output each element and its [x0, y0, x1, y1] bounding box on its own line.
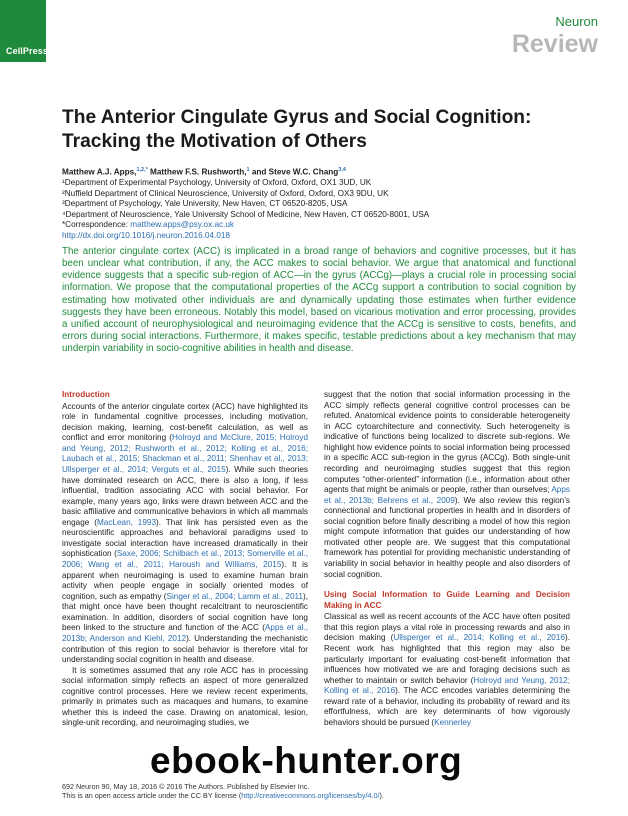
text-run: ). We also review this region’s connectional and functional properties in health and in disorders of social cognition before finally describing a model of how this region might compute information that guides our understanding of how motivated other people are. We suggest that this computational framework has potential for providing mechanistic understanding of variability in social behavior in healthy people and also disorders of social cognition. — [324, 495, 570, 579]
text-run: ). The ACC encodes variables determining the reward rate of a behavior, including its probability of reward and its effortfulness, which are key determinants of how vigorously behaviors should be pursued ( — [324, 686, 570, 727]
affiliation-4: ⁴Department of Neuroscience, Yale University School of Medicine, New Haven, CT 06520-8001, USA — [62, 209, 430, 219]
text-run: ). It is apparent when neuroimaging is used to examine human brain activity when people engage in socially oriented modes of cognition, such as empathy ( — [62, 560, 309, 601]
author-block — [62, 165, 562, 241]
correspondence-email-link[interactable]: matthew.apps@psy.ox.ac.uk — [130, 220, 235, 230]
citation-link[interactable]: Apps et al., 2013b; Behrens et al., 2009 — [324, 485, 570, 505]
page-footer — [62, 782, 384, 800]
article-section: Review — [511, 30, 598, 58]
journal-header — [512, 14, 598, 57]
text-run: ), that might once have been thought recalcitrant to neuroscientific examination. In addition, disorders of social cognition have long been linked to the structure and function of the ACC ( — [62, 591, 309, 633]
license-end: ). — [379, 791, 384, 800]
section-heading-social-information: Using Social Information to Guide Learning and Decision Making in ACC — [324, 590, 570, 610]
affiliation-3: ³Department of Psychology, Yale University, New Haven, CT 06520-8205, USA — [62, 199, 348, 209]
intro-paragraph-1 — [62, 402, 308, 666]
author-1-sup: 1,2,* — [136, 167, 148, 173]
correspondence — [62, 220, 562, 231]
footer-citation: 692 Neuron 90, May 18, 2016 © 2016 The Authors. Published by Elsevier Inc. — [62, 782, 310, 791]
license-text: This is an open access article under the CC BY license ( — [62, 791, 242, 800]
section-paragraph-1 — [324, 612, 570, 728]
article-summary: The anterior cingulate cortex (ACC) is implicated in a broad range of behaviors and cognitive processes, but it has been unclear what contribution, if any, the ACC makes to social behavior. We argue that anatomical and functional evidence suggests that a specific sub-region of ACC—in the gyrus (ACCg)—plays a crucial role in processing social information. We propose that the computational properties of the ACCg support a contribution to social cognition by estimating how motivated other individuals are and dynamically updating those estimates when further evidence suggests they have been erroneous. Notably this model, based on vicarious motivation and error processing, provides a unified account of neurophysiological and neuroimaging evidence that the ACCg is sensitive to costs, benefits, and errors during social interactions. Furthermore, it makes specific, testable predictions about a key mechanism that may underpin variability in socio-cognitive abilities in health and disease. — [62, 246, 576, 354]
text-run: Accounts of the anterior cingulate cortex (ACC) have highlighted its role in fundamental cognitive processes, including motivation, decision making, learning, cost-benefit calculation, as well as conflict and error monitoring ( — [62, 401, 308, 443]
author-3-sup: 3,4 — [338, 167, 346, 173]
text-run: ). That link has persisted even as the neuroscientific approaches and behavioral paradigms used to investigate social interaction have increased dramatically in their sophistication ( — [62, 517, 309, 559]
citation-link[interactable]: Holroyd and Yeung, 2012; Kolling et al., 2016 — [324, 675, 570, 696]
citation-link[interactable]: Holroyd and McClure, 2015; Holroyd and Yeung, 2012; Rushworth et al., 2012; Kolling et al., 2016; Laubach et al., 2015; Shackman et al., 2011; Shenhav et al., 2013; Ullsperger et al., 2014; Verguts et al., 2015 — [62, 433, 308, 474]
citation-link[interactable]: Saxe, 2006; Schilbach et al., 2013; Somerville et al., 2006; Wang et al., 2011; Haroush and Williams, 2015 — [62, 549, 308, 569]
intro-paragraph-2: It is sometimes assumed that any role ACC has in processing social information simply reflects an aspect of more generalized cognitive control processes. Here we review recent experiments, primarily in primates such as macaques and humans, to examine whether this is indeed the case. Drawing on anatomical, lesion, single-unit recording, and neuroimaging studies, we — [62, 665, 308, 728]
author-2-sup: 1 — [246, 167, 250, 173]
body-column-right — [324, 390, 570, 728]
text-run: ). While such theories have dominated research on ACC, there is also a long, if less influential, tradition associating ACC with social behavior. For example, many years ago, links were drawn between ACC and the basic affiliative and communicative behaviors in which all mammals engage ( — [62, 464, 308, 527]
section-heading-introduction: Introduction — [62, 390, 110, 399]
text-run: suggest that the notion that social information processing in the ACC simply reflects general cognitive control processes can be refuted. Anatomical evidence points to considerable heterogeneity in ACC cytoarchitecture and connectivity. Such heterogeneity is indicative of functions being localized to discrete sub-regions. We highlight how evidence points to social information being processed in a specific ACC sub-region in the gyrus (ACCg). Both single-unit recording and neuroimaging studies suggest that this region computes “other-oriented” information (i.e., information about other agents that might be animals or people, rather than ourselves; — [324, 390, 570, 495]
cellpress-logo — [0, 0, 46, 62]
author-3: and Steve W.C. Chang — [249, 167, 339, 177]
citation-link[interactable]: Kennerley — [434, 717, 472, 727]
cellpress-logo-text: CellPress — [6, 46, 48, 56]
watermark-text: ebook-hunter.org — [150, 740, 463, 781]
author-2: Matthew F.S. Rushworth, — [147, 167, 247, 177]
author-list — [62, 165, 562, 178]
citation-link[interactable]: Singer et al., 2004; Lamm et al., 2011 — [166, 591, 303, 601]
journal-name: Neuron — [555, 14, 598, 29]
affiliation-1: ¹Department of Experimental Psychology, University of Oxford, Oxford, OX1 3UD, UK — [62, 178, 372, 188]
license-link[interactable]: http://creativecommons.org/licenses/by/4.0/ — [241, 791, 380, 800]
citation-link[interactable]: Apps et al., 2013b; Anderson and Kiehl, 2012 — [62, 623, 308, 643]
doi-link[interactable]: http://dx.doi.org/10.1016/j.neuron.2016.04.018 — [62, 230, 230, 240]
author-1: Matthew A.J. Apps, — [62, 167, 137, 177]
correspondence-label: *Correspondence: — [62, 220, 131, 230]
text-run: ). Recent work has highlighted that this region may also be particularly important for evaluating cost-benefit information that influences how motivated we are and foraging decisions such as whether to maintain or switch behavior ( — [324, 633, 570, 685]
body-column-left — [62, 390, 308, 729]
article-title: The Anterior Cingulate Gyrus and Social Cognition: Tracking the Motivation of Others — [62, 107, 532, 152]
affiliation-2: ²Nuffield Department of Clinical Neuroscience, University of Oxford, Oxford, OX3 9DU, UK — [62, 188, 389, 198]
citation-link[interactable]: MacLean, 1993 — [96, 517, 157, 527]
intro-paragraph-2-continued — [324, 390, 570, 580]
citation-link[interactable]: Ullsperger et al., 2014; Kolling et al., 2016 — [393, 633, 565, 643]
text-run: ). Understanding the mechanistic contribution of this region to social behavior is therefore vital for understanding social cognition in health and disease. — [62, 633, 308, 665]
text-run: Classical as well as recent accounts of the ACC have often posited that this region plays a vital role in processing rewards and also in decision making ( — [324, 612, 570, 643]
footer-license — [62, 791, 384, 800]
